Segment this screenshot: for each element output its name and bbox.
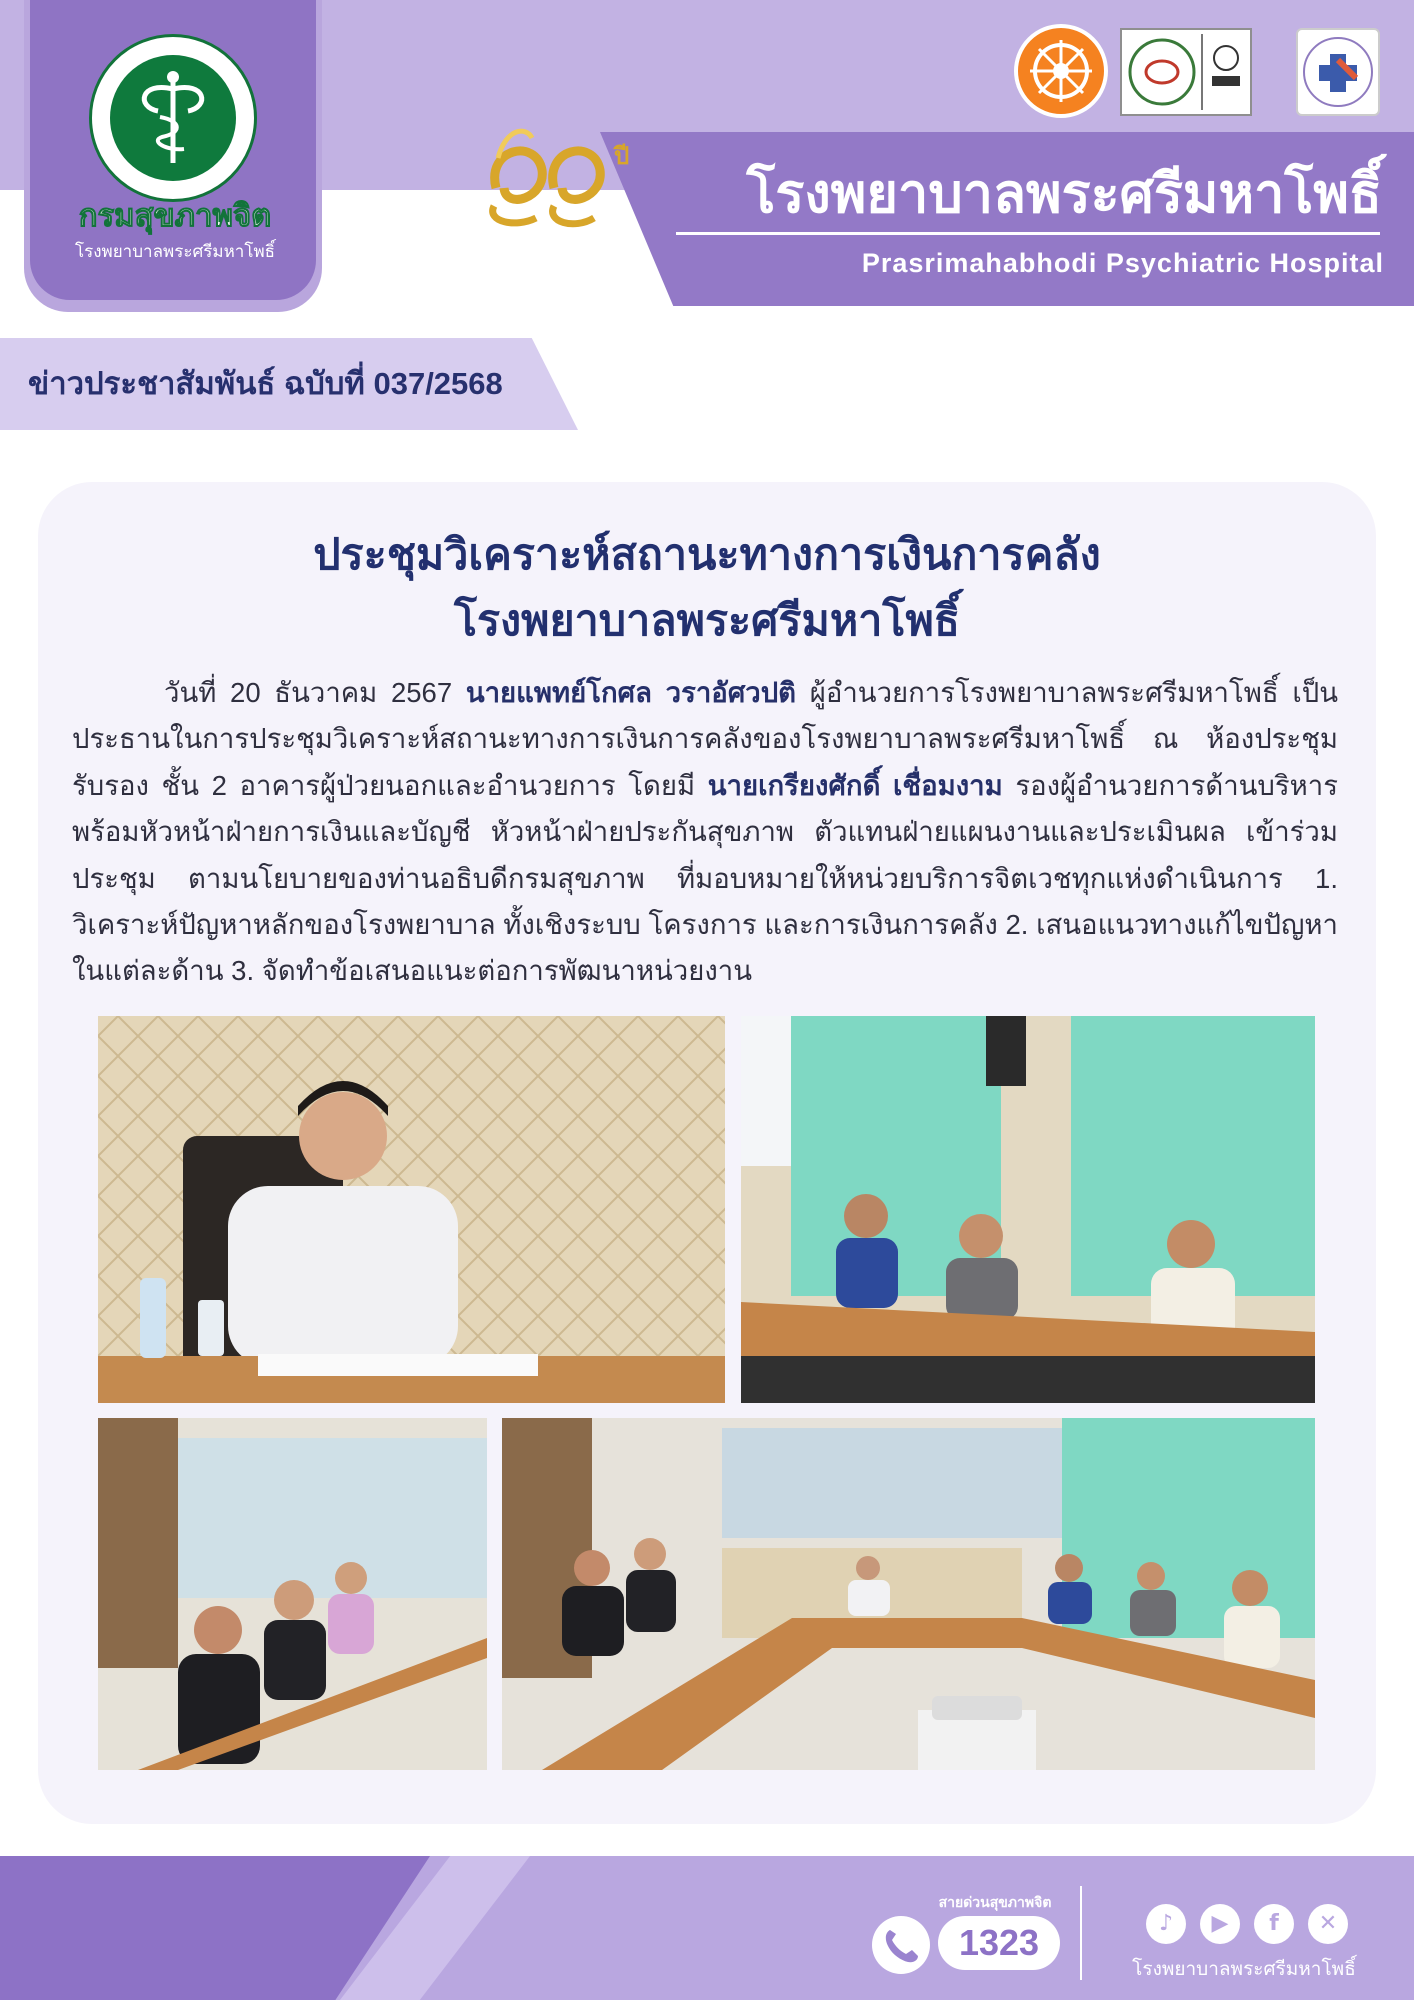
emblem-center (110, 55, 236, 181)
iso-ukas-certification-icon (1120, 28, 1252, 116)
footer-hospital-name: โรงพยาบาลพระศรีมหาโพธิ์ (1132, 1959, 1356, 1980)
photo-attendees-left-side (98, 1418, 487, 1770)
youtube-icon[interactable]: ▶ (1200, 1904, 1240, 1944)
dharma-wheel-logo-icon (1014, 24, 1108, 118)
ministry-emblem-icon (89, 34, 257, 202)
deputy-director-name: นายเกรียงศักดิ์ เชื่อมงาม (707, 769, 1003, 801)
article-title-line1: ประชุมวิเคราะห์สถานะทางการเงินการคลัง (313, 531, 1101, 579)
anniversary-label: ปี (614, 143, 630, 170)
department-subtitle: โรงพยาบาลพระศรีมหาโพธิ์ (74, 242, 276, 261)
phone-icon (872, 1916, 930, 1974)
department-name: กรมสุขภาพจิต (78, 198, 272, 233)
chairperson-name: นายแพทย์โกศล วราอัศวปติ (465, 677, 797, 708)
photo-meeting-room-overview (502, 1418, 1315, 1770)
article-title-line2: โรงพยาบาลพระศรีมหาโพธิ์ (453, 597, 961, 645)
photo-director-at-desk (98, 1016, 725, 1403)
press-release-number: ข่าวประชาสัมพันธ์ ฉบับที่ 037/2568 (28, 366, 503, 401)
hospital-name-divider (676, 232, 1380, 235)
hotline-number[interactable]: 1323 (938, 1916, 1060, 1970)
body-middle: ผู้อำนวยการโรงพยาบาลพระศรีมหาโพธิ์ เป็นประธานในการประชุมวิเคราะห์สถานะทางการเงินการคลังของโรงพยาบาลพระศรีมหาโพธิ์ ณ ห้องประชุมรับรอง ชั้น 2 อาคารผู้ป่วยนอกและอำนวยการ โดยมี (72, 677, 1339, 801)
article-body (72, 670, 1338, 995)
hospital-name-thai: โรงพยาบาลพระศรีมหาโพธิ์ (746, 164, 1382, 224)
hospital-name-english: Prasrimahabhodi Psychiatric Hospital (861, 248, 1384, 278)
anniversary-emblem-icon (476, 118, 646, 248)
footer-divider (1080, 1886, 1082, 1980)
hospital-accreditation-icon (1296, 28, 1380, 116)
caduceus-icon (110, 55, 236, 181)
body-intro: วันที่ 20 ธันวาคม 2567 (164, 677, 466, 708)
x-icon[interactable]: ✕ (1308, 1904, 1348, 1944)
facebook-icon[interactable]: f (1254, 1904, 1294, 1944)
hotline-label: สายด่วนสุขภาพจิต (938, 1894, 1052, 1910)
photo-attendees-right-side (741, 1016, 1315, 1403)
body-end: รองผู้อำนวยการด้านบริหาร พร้อมหัวหน้าฝ่ายการเงินและบัญชี หัวหน้าฝ่ายประกันสุขภาพ ตัวแทนฝ่ายแผนงานและประเมินผล เข้าร่วมประชุม ตามนโยบายของท่านอธิบดีกรมสุขภาพ ที่มอบหมายให้หน่วยบริการจิตเวชทุกแห่งดำเนินการ 1. วิเคราะห์ปัญหาหลักของโรงพยาบาล ทั้งเชิงระบบ โครงการ และการเงินการคลัง 2. เสนอแนวทางแก้ไขปัญหาในแต่ละด้าน 3. จัดทำข้อเสนอแนะต่อการพัฒนาหน่วยงาน (72, 769, 1339, 987)
tiktok-icon[interactable]: ♪ (1146, 1904, 1186, 1944)
